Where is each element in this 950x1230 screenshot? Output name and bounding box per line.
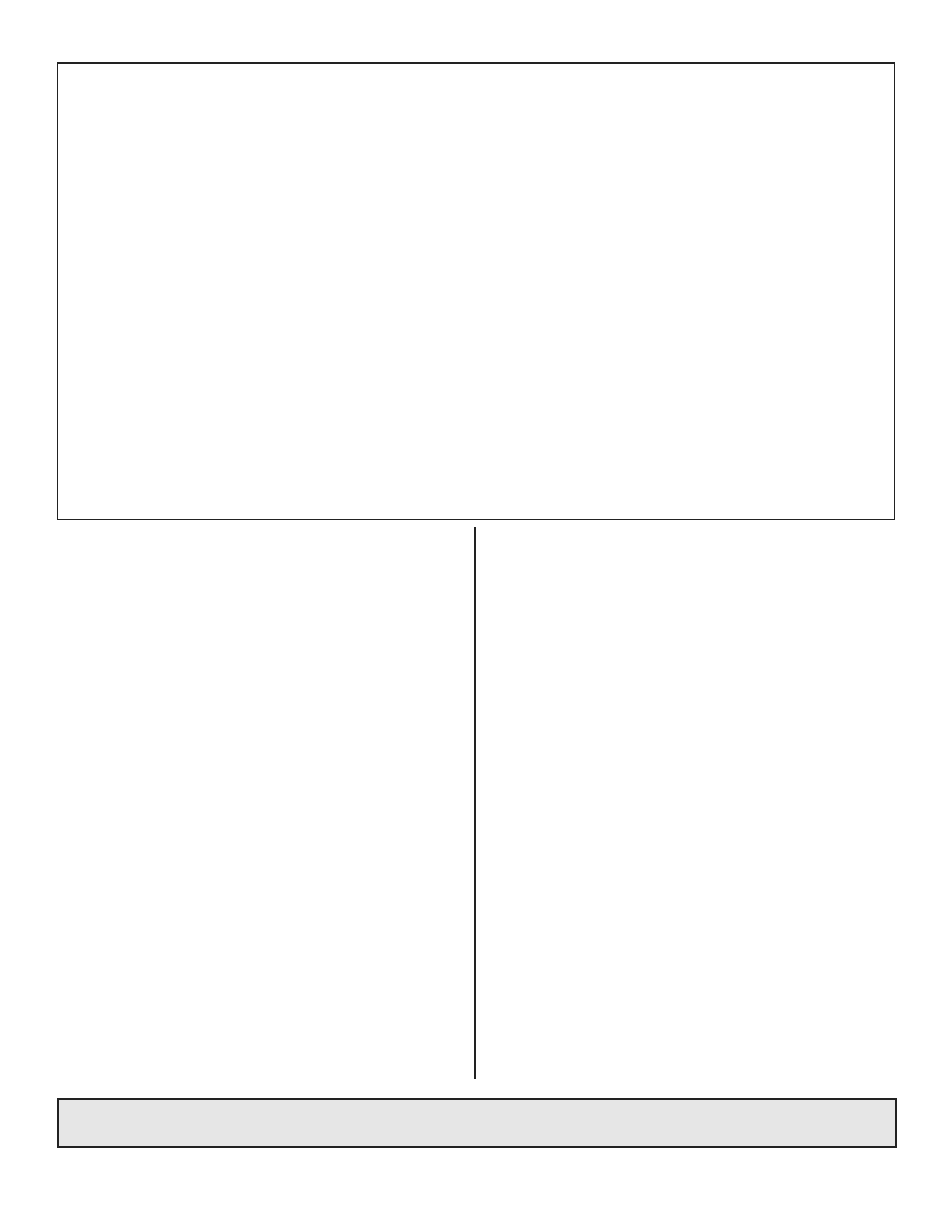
worksheet-box	[57, 62, 895, 520]
laws-box	[57, 1098, 897, 1148]
column-divider	[474, 527, 476, 1079]
